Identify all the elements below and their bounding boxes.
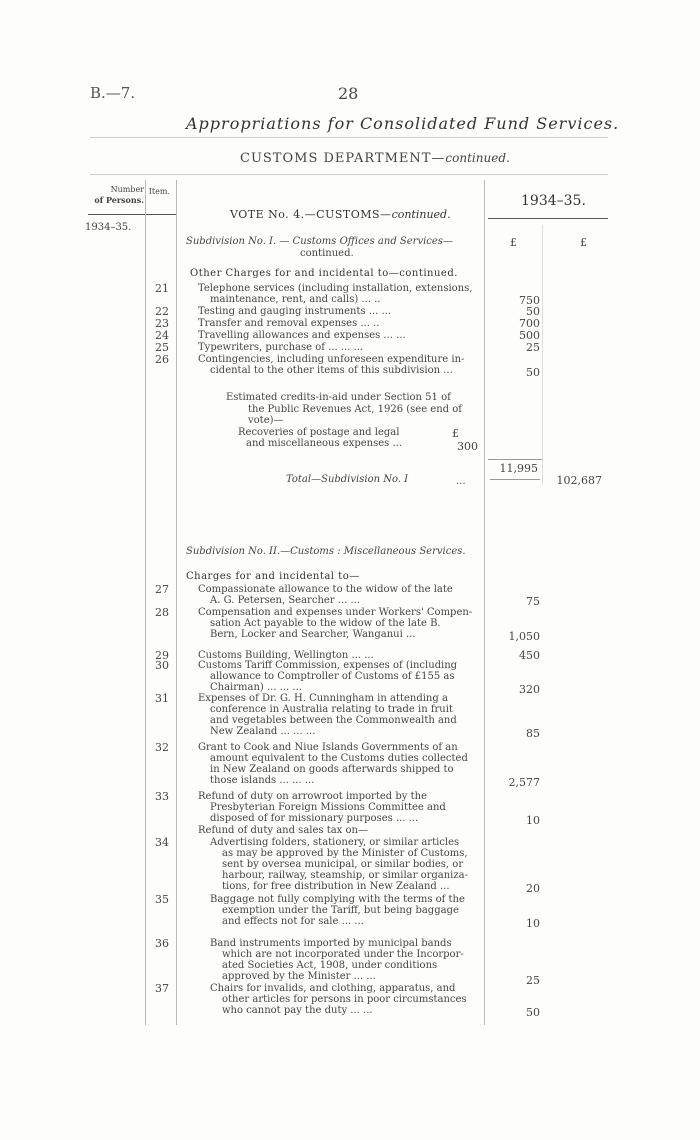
item-amount: 10 (526, 917, 540, 930)
item-column-header: Item. (148, 187, 170, 196)
item-amount: 20 (526, 882, 540, 895)
item-amount: 700 (519, 317, 540, 330)
item-description-line: maintenance, rent, and calls) ... .. (210, 294, 381, 305)
item-description-line: Testing and gauging instruments ... ... (198, 306, 392, 317)
item-description-line: Band instruments imported by municipal bands (210, 938, 452, 949)
item-number: 23 (155, 317, 169, 330)
item-description-line: exemption under the Tariff, but being baggage (222, 905, 459, 916)
total-dots: ... (456, 476, 466, 487)
item-description (198, 742, 468, 786)
item-description-line: Customs Building, Wellington ... ... (198, 650, 374, 661)
subdivision-2-charges-heading: Charges for and incidental to— (186, 571, 360, 582)
item-amount: 10 (526, 814, 540, 827)
item-description-line: Refund of duty and sales tax on— (198, 825, 368, 836)
item-amount: 50 (526, 305, 540, 318)
item-description-line: ated Societies Act, 1908, under conditions (222, 960, 438, 971)
pound-sign-total-column: £ (580, 236, 587, 249)
item-description-line: Contingencies, including unforeseen expenditure in- (198, 354, 465, 365)
subdivision-1-total-amount: 102,687 (556, 474, 602, 487)
item-number: 37 (155, 982, 169, 995)
item-description (210, 983, 467, 1016)
item-description (198, 660, 457, 693)
item-description-line: those islands ... ... ... (210, 775, 315, 786)
vote-heading: VOTE No. 4.—CUSTOMS—continued. (230, 208, 451, 221)
header-bottom-rule-left (88, 214, 176, 215)
document-reference: B.—7. (90, 84, 136, 102)
item-amount: 50 (526, 1006, 540, 1019)
item-description-line: and vegetables between the Commonwealth and (210, 715, 457, 726)
item-number: 27 (155, 583, 169, 596)
item-description-line: allowance to Comptroller of Customs of £155 as (210, 671, 455, 682)
item-description-line: Advertising folders, stationery, or similar articles (210, 837, 460, 848)
item-description-line: Customs Tariff Commission, expenses of (including (198, 660, 458, 671)
title-rule (90, 137, 608, 138)
item-description-line: Travelling allowances and expenses ... ... (198, 330, 406, 341)
item-amount: 50 (526, 366, 540, 379)
item-amount: 750 (519, 294, 540, 307)
item-description (198, 306, 391, 317)
item-description-line: amount equivalent to the Customs duties collected (210, 753, 468, 764)
item-description-line: Chairs for invalids, and clothing, apparatus, and (210, 983, 456, 994)
pound-sign-amount-column: £ (510, 236, 517, 249)
item-description-line: Refund of duty on arrowroot imported by the (198, 791, 427, 802)
header-bottom-rule-right (488, 218, 608, 219)
item-description-line: who cannot pay the duty ... ... (222, 1005, 373, 1016)
subtotal-underline (490, 479, 540, 480)
page-number: 28 (338, 84, 359, 103)
subdivision-1-heading: Subdivision No. I. — Customs Offices and Services— (186, 236, 453, 247)
item-description-line: Expenses of Dr. G. H. Cunningham in attending a (198, 693, 448, 704)
item-description-line: Presbyterian Foreign Missions Committee and (210, 802, 446, 813)
item-description-line: in New Zealand on goods afterwards shipped to (210, 764, 454, 775)
item-number: 30 (155, 659, 169, 672)
subdivision-2-heading: Subdivision No. II.—Customs : Miscellaneous Services. (186, 546, 466, 557)
item-description (210, 938, 464, 982)
item-description-line: disposed of for missionary purposes ... ... (210, 813, 419, 824)
subdivision-1-charges-heading: Other Charges for and incidental to—continued. (190, 268, 458, 279)
item-number: 31 (155, 692, 169, 705)
item-number: 26 (155, 353, 169, 366)
item-amount: 1,050 (508, 630, 540, 643)
item-description-line: harbour, railway, steamship, or similar organiza- (222, 870, 468, 881)
item-description (210, 837, 468, 892)
item-number: 29 (155, 649, 169, 662)
item-amount: 85 (526, 727, 540, 740)
item-amount: 75 (526, 595, 540, 608)
item-description (198, 283, 472, 305)
item-description-line: Chairman) ... ... ... (210, 682, 302, 693)
item-description-line: conference in Australia relating to trade in fruit (210, 704, 453, 715)
item-column-rule (176, 180, 177, 1025)
item-description (198, 791, 446, 824)
persons-year-label: 1934–35. (85, 222, 132, 233)
item-description-line: Compassionate allowance to the widow of the late (198, 584, 453, 595)
item-description-line: Baggage not fully complying with the terms of the (210, 894, 465, 905)
item-description-line: and effects not for sale ... ... (222, 916, 364, 927)
item-amount: 25 (526, 974, 540, 987)
item-description-line: as may be approved by the Minister of Customs, (222, 848, 468, 859)
item-description (198, 342, 363, 353)
item-amount: 320 (519, 683, 540, 696)
total-column-rule (542, 225, 543, 485)
item-amount: 500 (519, 329, 540, 342)
subdivision-1-total-label: Total—Subdivision No. I (286, 474, 409, 485)
item-description (210, 894, 465, 927)
item-description (198, 354, 464, 376)
item-description-line: sent by oversea municipal, or similar bodies, or (222, 859, 464, 870)
item-number: 34 (155, 836, 169, 849)
item-number: 21 (155, 282, 169, 295)
item-description-line: Compensation and expenses under Workers' Compen- (198, 607, 473, 618)
item-description (198, 584, 453, 606)
persons-column-header: Number of Persons. (94, 185, 144, 205)
item-description-line: sation Act payable to the widow of the late B. (210, 618, 441, 629)
item-amount: 2,577 (508, 776, 540, 789)
item-description-line: approved by the Minister ... ... (222, 971, 376, 982)
page-title: Appropriations for Consolidated Fund Services. (186, 114, 620, 133)
item-description-line: Transfer and removal expenses ... .. (198, 318, 380, 329)
item-description-line: tions, for free distribution in New Zealand ... (222, 881, 450, 892)
item-number: 36 (155, 937, 169, 950)
subdivision-1-subtotal: 11,995 (499, 462, 538, 475)
year-column-header: 1934–35. (521, 193, 586, 209)
amount-column-rule (484, 180, 485, 1025)
item-number: 35 (155, 893, 169, 906)
persons-column-rule (145, 180, 146, 1025)
item-description (198, 330, 406, 341)
item-description-line: A. G. Petersen, Searcher ... ... (210, 595, 361, 606)
item-description-line: cidental to the other items of this subdivision ... (210, 365, 453, 376)
credits-in-aid-text: Estimated credits-in-aid under Section 51 of the Public Revenues Act, 1926 (see end of vote)— Recoveries of postage and legal and miscellaneous expenses ... (226, 392, 462, 449)
credits-amount: 300 (457, 440, 478, 453)
item-description-line: Telephone services (including installation, extensions, (198, 283, 473, 294)
item-description-line: Typewriters, purchase of ... ... ... (198, 342, 364, 353)
item-number: 22 (155, 305, 169, 318)
item-number: 33 (155, 790, 169, 803)
subtotal-rule (488, 459, 542, 460)
item-description-line: New Zealand ... ... ... (210, 726, 316, 737)
item-description (198, 607, 472, 640)
item-description-line: Grant to Cook and Niue Islands Governments of an (198, 742, 458, 753)
item-description-line: which are not incorporated under the Incorpor- (222, 949, 464, 960)
dept-rule (90, 174, 608, 175)
item-amount: 25 (526, 341, 540, 354)
credits-pound-sign: £ (452, 427, 459, 440)
item-description-line: other articles for persons in poor circumstances (222, 994, 467, 1005)
item-amount: 450 (519, 649, 540, 662)
department-heading: CUSTOMS DEPARTMENT—continued. (240, 151, 510, 166)
item-description (198, 318, 379, 329)
item-number: 25 (155, 341, 169, 354)
item-description-line: Bern, Locker and Searcher, Wanganui ... (210, 629, 416, 640)
item-description (198, 825, 368, 836)
item-number: 32 (155, 741, 169, 754)
item-number: 28 (155, 606, 169, 619)
item-description (198, 693, 457, 737)
item-number: 24 (155, 329, 169, 342)
subdivision-1-heading-continued: continued. (300, 248, 354, 259)
